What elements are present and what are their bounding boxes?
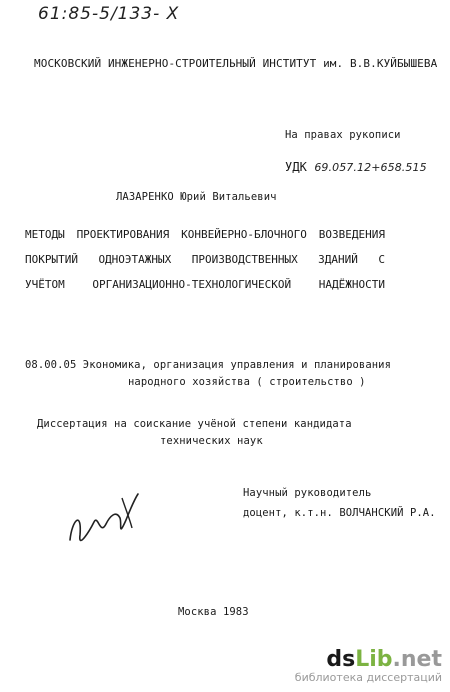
dissertation-line-1: Диссертация на соискание учёной степени кандидата [37,418,352,430]
watermark [295,649,442,684]
title-word: МЕТОДЫ [25,228,65,241]
archive-code: 61:85-5/133- Х [38,4,180,24]
city-year: Москва 1983 [178,606,249,618]
title-word: ОДНОЭТАЖНЫХ [98,253,172,266]
udk-number: 69.057.12+658.515 [314,161,427,174]
title-word: КОНВЕЙЕРНО-БЛОЧНОГО [181,228,307,241]
title-word: ЗДАНИЙ [318,253,358,266]
rights-notice: На правах рукописи [285,129,401,141]
udk-code [285,160,427,174]
title-word: ПРОИЗВОДСТВЕННЫХ [191,253,298,266]
specialty-line-2: народного хозяйства ( строительство ) [128,376,366,388]
title-line [25,228,385,253]
title-word: ПРОЕКТИРОВАНИЯ [76,228,170,241]
signature [60,480,150,560]
advisor-label: Научный руководитель [243,487,372,499]
advisor-name: доцент, к.т.н. ВОЛЧАНСКИЙ Р.А. [243,507,436,519]
udk-label: УДК [285,160,307,174]
title-word: ВОЗВЕДЕНИЯ [318,228,385,241]
author-name: ЛАЗАРЕНКО Юрий Витальевич [116,191,277,203]
title-word: НАДЁЖНОСТИ [318,278,385,291]
dissertation-title [25,228,385,303]
title-word: ОРГАНИЗАЦИОННО-ТЕХНОЛОГИЧЕСКОЙ [92,278,292,291]
title-word: ПОКРЫТИЙ [25,253,78,266]
watermark-logo: dsLib.net [326,647,442,672]
title-line [25,253,385,278]
title-line [25,278,385,303]
institute-name: МОСКОВСКИЙ ИНЖЕНЕРНО-СТРОИТЕЛЬНЫЙ ИНСТИТУТ им. В.В.КУЙБЫШЕВА [34,57,438,70]
dissertation-line-2: технических наук [160,435,263,447]
title-word: УЧЁТОМ [25,278,65,291]
title-word: С [378,253,385,266]
specialty-line-1: 08.00.05 Экономика, организация управления и планирования [25,359,392,371]
watermark-subtitle: библиотека диссертаций [294,671,442,684]
